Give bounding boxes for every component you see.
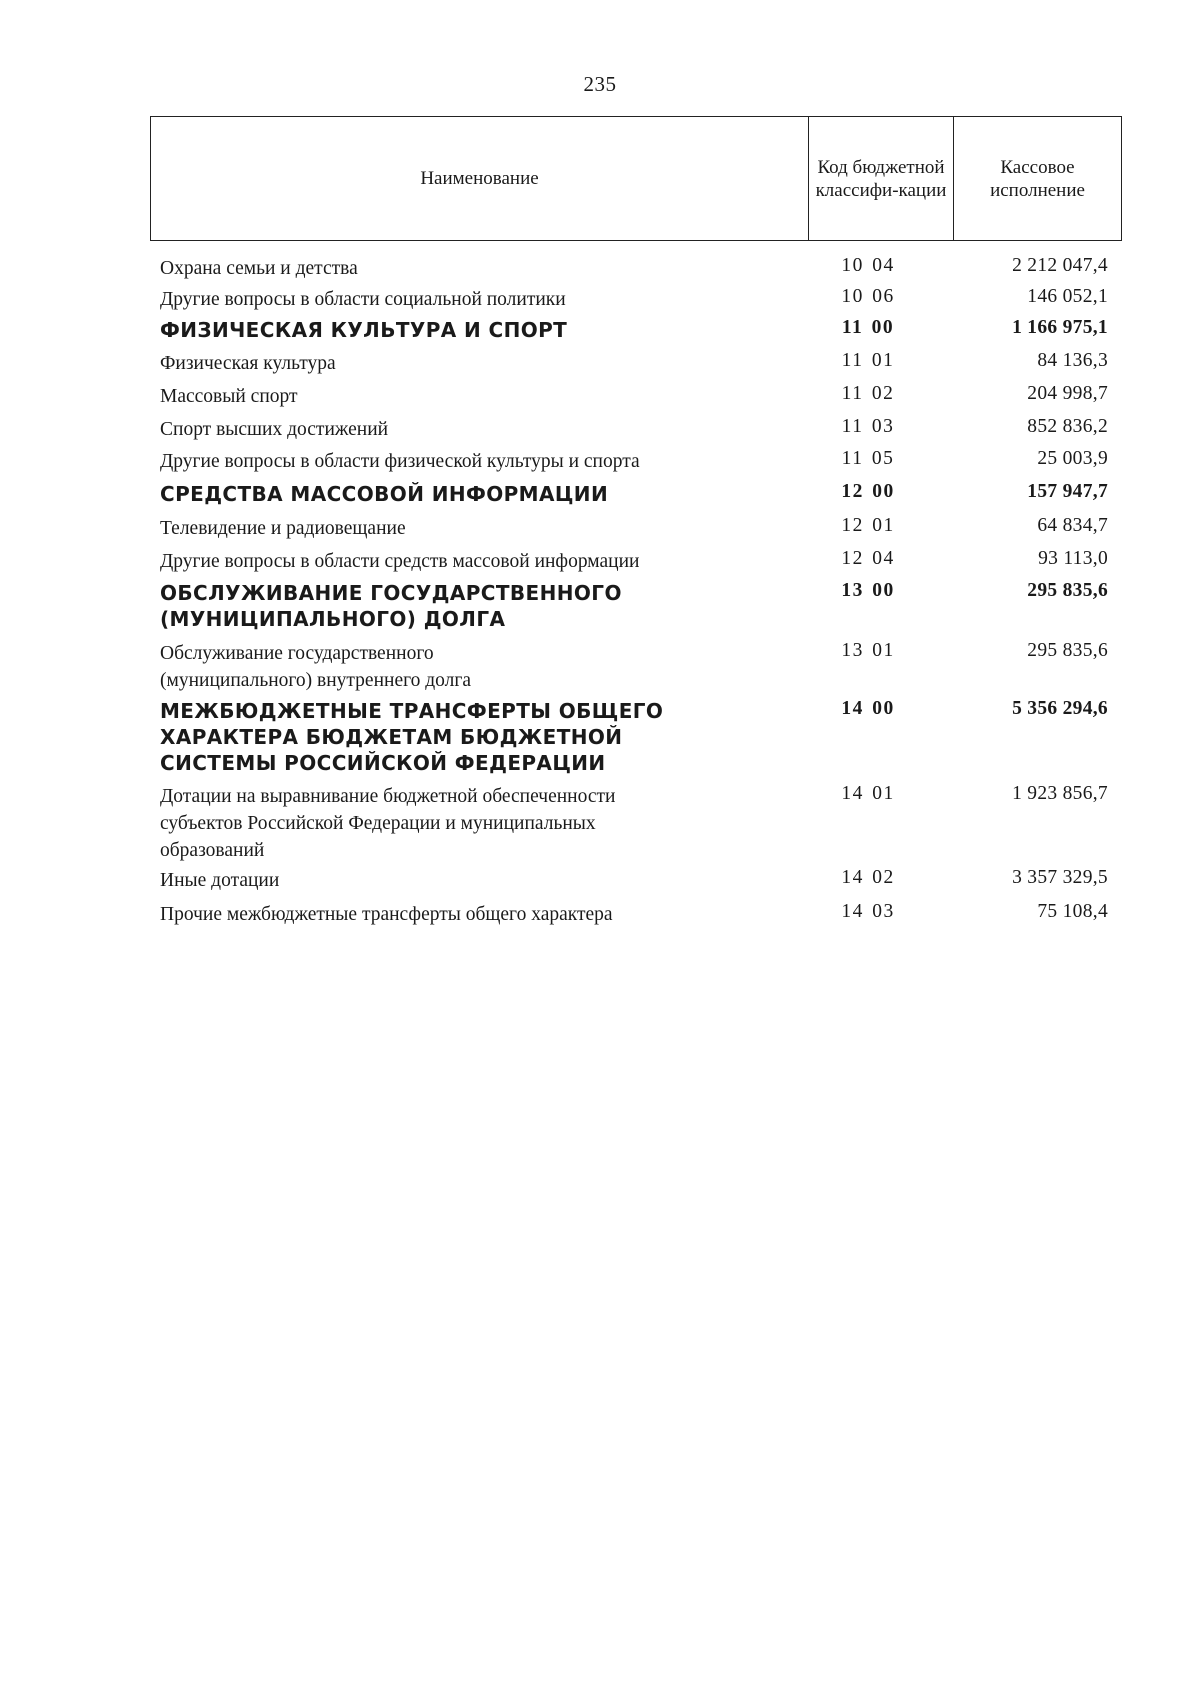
table-row: [160, 898, 1122, 932]
row-code: 14 03: [841, 901, 895, 922]
row-value: 93 113,0: [1038, 548, 1108, 569]
table-body: [160, 252, 1122, 932]
row-value: 295 835,6: [1027, 580, 1108, 601]
row-name: Телевидение и радиовещание: [160, 518, 406, 539]
row-code: 11 02: [841, 383, 895, 404]
row-code: 10 04: [841, 255, 895, 276]
row-name: Иные дотации: [160, 870, 280, 891]
row-name: ОБСЛУЖИВАНИЕ ГОСУДАРСТВЕННОГО (МУНИЦИПАЛЬНОГО) ДОЛГА: [160, 581, 622, 631]
table-row-section: [160, 478, 1122, 512]
row-value: 1 166 975,1: [1012, 317, 1108, 338]
table-row: [160, 413, 1122, 445]
table-row: [160, 637, 1122, 695]
row-name: Обслуживание государственного (муниципального) внутреннего долга: [160, 643, 472, 691]
row-code: 11 03: [841, 416, 895, 437]
table-row: [160, 252, 1122, 283]
header-name: Наименование: [151, 117, 809, 240]
row-code: 13 01: [841, 640, 895, 661]
table-row: [160, 780, 1122, 864]
row-value: 157 947,7: [1027, 481, 1108, 502]
row-name: ФИЗИЧЕСКАЯ КУЛЬТУРА И СПОРТ: [160, 318, 568, 342]
row-name: Охрана семьи и детства: [160, 258, 358, 279]
row-code: 13 00: [841, 580, 895, 601]
row-name: МЕЖБЮДЖЕТНЫЕ ТРАНСФЕРТЫ ОБЩЕГО ХАРАКТЕРА БЮДЖЕТАМ БЮДЖЕТНОЙ СИСТЕМЫ РОССИЙСКОЙ ФЕДЕРАЦИИ: [160, 699, 664, 775]
row-code: 11 00: [841, 317, 895, 338]
table-row: [160, 864, 1122, 898]
row-value: 5 356 294,6: [1012, 698, 1108, 719]
row-name: Другие вопросы в области физической культуры и спорта: [160, 451, 640, 472]
row-value: 64 834,7: [1037, 515, 1108, 536]
table-header: [150, 116, 1122, 241]
row-code: 14 01: [841, 783, 895, 804]
row-value: 3 357 329,5: [1012, 867, 1108, 888]
table-row-section: [160, 577, 1122, 637]
row-value: 295 835,6: [1027, 640, 1108, 661]
row-name: Другие вопросы в области социальной политики: [160, 289, 566, 310]
row-name: Другие вопросы в области средств массовой информации: [160, 551, 640, 572]
table-row: [160, 445, 1122, 478]
table-row: [160, 283, 1122, 314]
row-value: 2 212 047,4: [1012, 255, 1108, 276]
row-code: 14 02: [841, 867, 895, 888]
table-row: [160, 380, 1122, 413]
row-code: 12 04: [841, 548, 895, 569]
row-name: Дотации на выравнивание бюджетной обеспеченности субъектов Российской Федерации и муниципальных образований: [160, 786, 616, 861]
row-value: 146 052,1: [1027, 286, 1108, 307]
row-code: 11 01: [841, 350, 895, 371]
row-code: 14 00: [841, 698, 895, 719]
row-name: Физическая культура: [160, 353, 336, 374]
table-row: [160, 347, 1122, 380]
header-code: Код бюджетной классифи-кации: [809, 117, 954, 240]
row-value: 852 836,2: [1027, 416, 1108, 437]
row-name: СРЕДСТВА МАССОВОЙ ИНФОРМАЦИИ: [160, 482, 609, 506]
page-number: 235: [583, 72, 617, 96]
row-value: 204 998,7: [1027, 383, 1108, 404]
row-code: 10 06: [841, 286, 895, 307]
row-value: 75 108,4: [1037, 901, 1108, 922]
table-row: [160, 545, 1122, 577]
table-row: [160, 512, 1122, 545]
row-value: 25 003,9: [1037, 448, 1108, 469]
row-code: 12 00: [841, 481, 895, 502]
table-row-section: [160, 695, 1122, 780]
row-value: 84 136,3: [1037, 350, 1108, 371]
row-code: 11 05: [841, 448, 895, 469]
row-value: 1 923 856,7: [1012, 783, 1108, 804]
row-name: Спорт высших достижений: [160, 419, 389, 440]
header-execution: Кассовое исполнение: [990, 156, 1085, 201]
row-name: Массовый спорт: [160, 386, 298, 407]
row-code: 12 01: [841, 515, 895, 536]
row-name: Прочие межбюджетные трансферты общего характера: [160, 904, 613, 925]
table-row-section: [160, 314, 1122, 347]
